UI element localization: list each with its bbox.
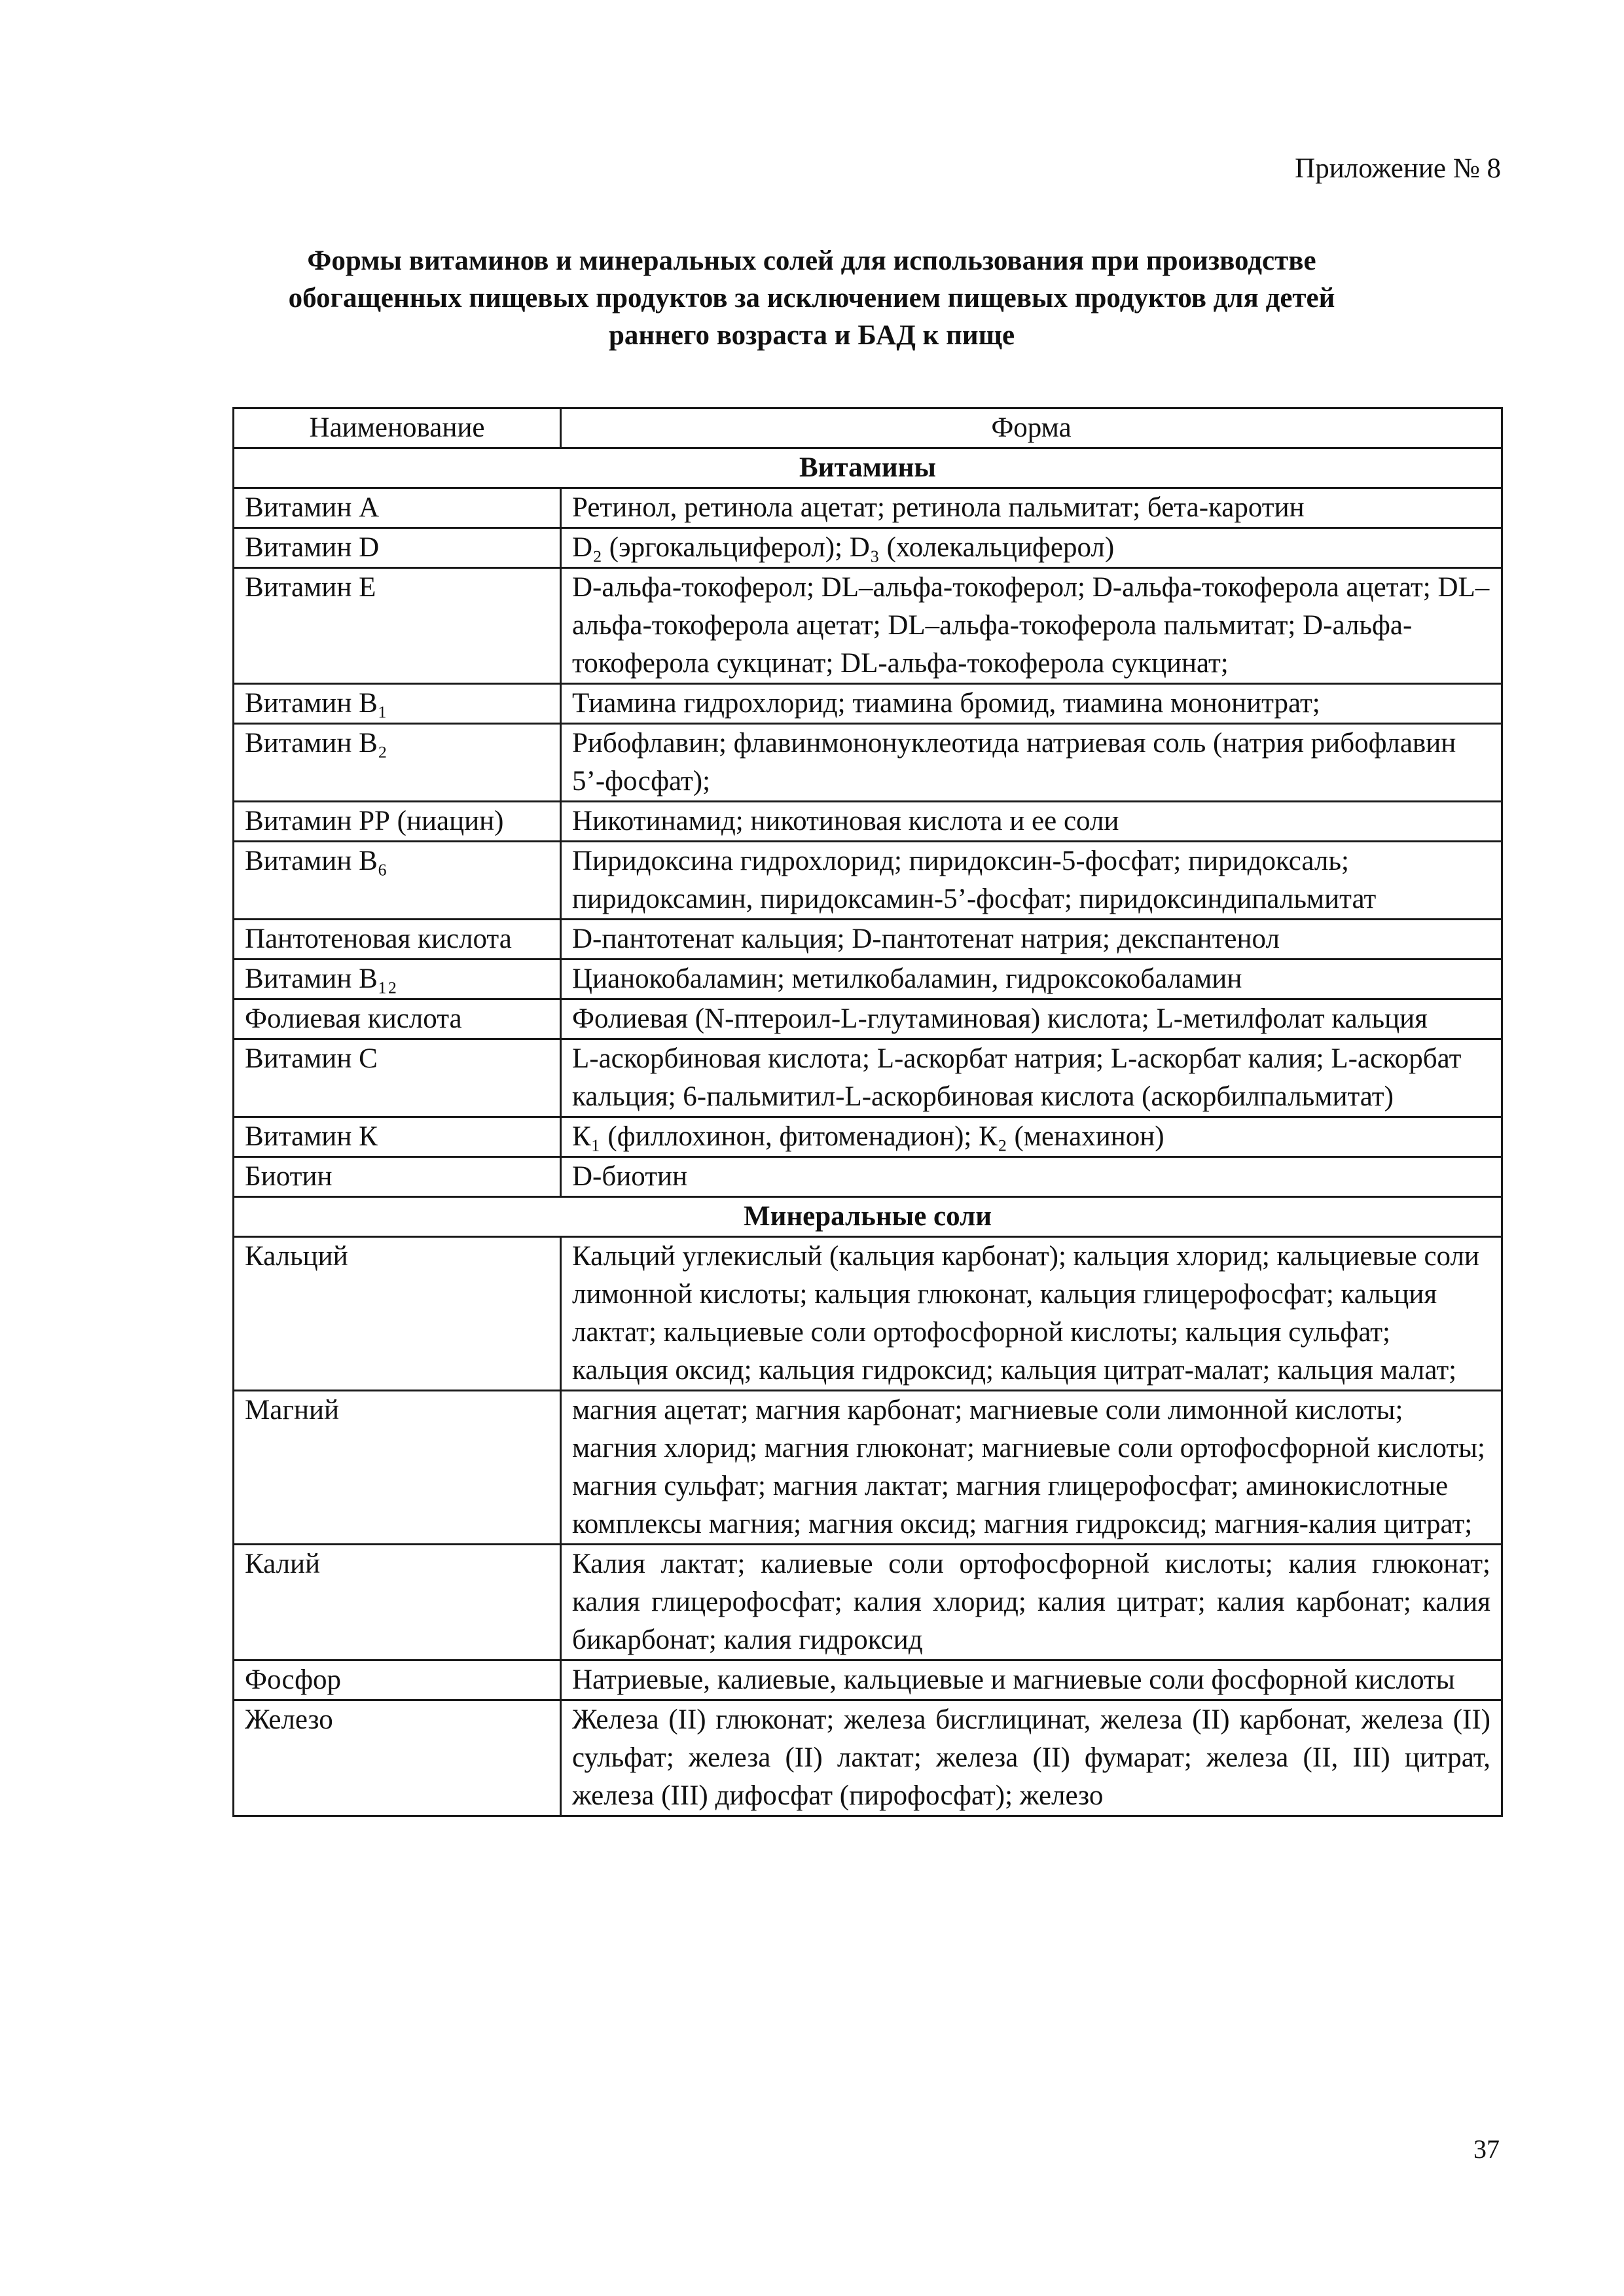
nutrient-name-cell: Витамин Е <box>234 568 561 684</box>
title-line-1: Формы витаминов и минеральных солей для использования при производстве <box>307 245 1316 276</box>
forms-table <box>232 407 1503 1817</box>
nutrient-name-cell: Фосфор <box>234 1660 561 1700</box>
nutrient-name-cell: Витамин D <box>234 528 561 568</box>
nutrient-name-cell: Витамин А <box>234 488 561 528</box>
title-line-3: раннего возраста и БАД к пище <box>608 320 1015 351</box>
table-row <box>234 684 1502 724</box>
nutrient-form-cell: Железа (II) глюконат; железа бисглицинат, железа (II) карбонат, железа (II) сульфат; железа (II) лактат; железа (II) фумарат; железа (II, III) цитрат, железа (III) дифосфат (пирофосфат); железо <box>561 1700 1502 1816</box>
table-row <box>234 568 1502 684</box>
column-header-name: Наименование <box>234 408 561 448</box>
column-header-form: Форма <box>561 408 1502 448</box>
appendix-label: Приложение № 8 <box>1295 153 1501 184</box>
nutrient-name-cell: Фолиевая кислота <box>234 999 561 1039</box>
table-body <box>234 448 1502 1816</box>
nutrient-form-cell: D₂ (эргокальциферол); D₃ (холекальциферол) <box>561 528 1502 568</box>
nutrient-form-cell: L-аскорбиновая кислота; L-аскорбат натрия; L-аскорбат калия; L-аскорбат кальция; 6-пальмитил-L-аскорбиновая кислота (аскорбилпальмитат) <box>561 1039 1502 1117</box>
table-row <box>234 1039 1502 1117</box>
nutrient-name-cell: Биотин <box>234 1157 561 1197</box>
table-header-row <box>234 408 1502 448</box>
table-row <box>234 1117 1502 1157</box>
nutrient-name-cell: Калий <box>234 1545 561 1660</box>
table-row <box>234 1660 1502 1700</box>
table-row <box>234 999 1502 1039</box>
nutrient-name-cell: Витамин РР (ниацин) <box>234 802 561 842</box>
table-row <box>234 528 1502 568</box>
section-row <box>234 448 1502 488</box>
section-title: Минеральные соли <box>234 1197 1502 1237</box>
table-row <box>234 842 1502 920</box>
nutrient-name-cell: Витамин В₆ <box>234 842 561 920</box>
nutrient-name-cell: Витамин В₂ <box>234 724 561 802</box>
table-row <box>234 724 1502 802</box>
table-row <box>234 1157 1502 1197</box>
table-row <box>234 1545 1502 1660</box>
table-row <box>234 488 1502 528</box>
nutrient-form-cell: магния ацетат; магния карбонат; магниевые соли лимонной кислоты; магния хлорид; магния глюконат; магниевые соли ортофосфорной кислоты; магния сульфат; магния лактат; магния глицерофосфат; аминокислотные комплексы магния; магния оксид; магния гидроксид; магния-калия цитрат; <box>561 1391 1502 1545</box>
nutrient-form-cell: D-альфа-токоферол; DL–альфа-токоферол; D-альфа-токоферола ацетат; DL–альфа-токоферола ацетат; DL–альфа-токоферола пальмитат; D-альфа-токоферола сукцинат; DL-альфа-токоферола сукцинат; <box>561 568 1502 684</box>
nutrient-form-cell: Пиридоксина гидрохлорид; пиридоксин-5-фосфат; пиридоксаль; пиридоксамин, пиридоксамин-5’-фосфат; пиридоксиндипальмитат <box>561 842 1502 920</box>
section-title: Витамины <box>234 448 1502 488</box>
table-row <box>234 802 1502 842</box>
nutrient-name-cell: Витамин В₁ <box>234 684 561 724</box>
nutrient-name-cell: Витамин С <box>234 1039 561 1117</box>
nutrient-name-cell: Железо <box>234 1700 561 1816</box>
nutrient-form-cell: Фолиевая (N-птероил-L-глутаминовая) кислота; L-метилфолат кальция <box>561 999 1502 1039</box>
table-row <box>234 960 1502 999</box>
table-row <box>234 1237 1502 1391</box>
document-title <box>196 242 1427 355</box>
nutrient-name-cell: Пантотеновая кислота <box>234 920 561 960</box>
nutrient-name-cell: Витамин К <box>234 1117 561 1157</box>
nutrient-form-cell: Натриевые, калиевые, кальциевые и магниевые соли фосфорной кислоты <box>561 1660 1502 1700</box>
nutrient-form-cell: Тиамина гидрохлорид; тиамина бромид, тиамина мононитрат; <box>561 684 1502 724</box>
nutrient-form-cell: Ретинол, ретинола ацетат; ретинола пальмитат; бета-каротин <box>561 488 1502 528</box>
table-row <box>234 1700 1502 1816</box>
nutrient-form-cell: D-биотин <box>561 1157 1502 1197</box>
nutrient-form-cell: К₁ (филлохинон, фитоменадион); К₂ (менахинон) <box>561 1117 1502 1157</box>
table-row <box>234 920 1502 960</box>
title-line-2: обогащенных пищевых продуктов за исключением пищевых продуктов для детей <box>288 283 1335 314</box>
nutrient-form-cell: Цианокобаламин; метилкобаламин, гидроксокобаламин <box>561 960 1502 999</box>
nutrient-form-cell: Кальций углекислый (кальция карбонат); кальция хлорид; кальциевые соли лимонной кислоты; кальция глюконат, кальция глицерофосфат; кальция лактат; кальциевые соли ортофосфорной кислоты; кальция сульфат; кальция оксид; кальция гидроксид; кальция цитрат-малат; кальция малат; <box>561 1237 1502 1391</box>
section-row <box>234 1197 1502 1237</box>
nutrient-name-cell: Кальций <box>234 1237 561 1391</box>
nutrient-name-cell: Витамин В₁₂ <box>234 960 561 999</box>
table-row <box>234 1391 1502 1545</box>
nutrient-form-cell: Никотинамид; никотиновая кислота и ее соли <box>561 802 1502 842</box>
nutrient-name-cell: Магний <box>234 1391 561 1545</box>
nutrient-form-cell: D-пантотенат кальция; D-пантотенат натрия; декспантенол <box>561 920 1502 960</box>
page-number: 37 <box>1473 2134 1500 2164</box>
nutrient-form-cell: Калия лактат; калиевые соли ортофосфорной кислоты; калия глюконат; калия глицерофосфат; калия хлорид; калия цитрат; калия карбонат; калия бикарбонат; калия гидроксид <box>561 1545 1502 1660</box>
nutrient-form-cell: Рибофлавин; флавинмононуклеотида натриевая соль (натрия рибофлавин 5’-фосфат); <box>561 724 1502 802</box>
